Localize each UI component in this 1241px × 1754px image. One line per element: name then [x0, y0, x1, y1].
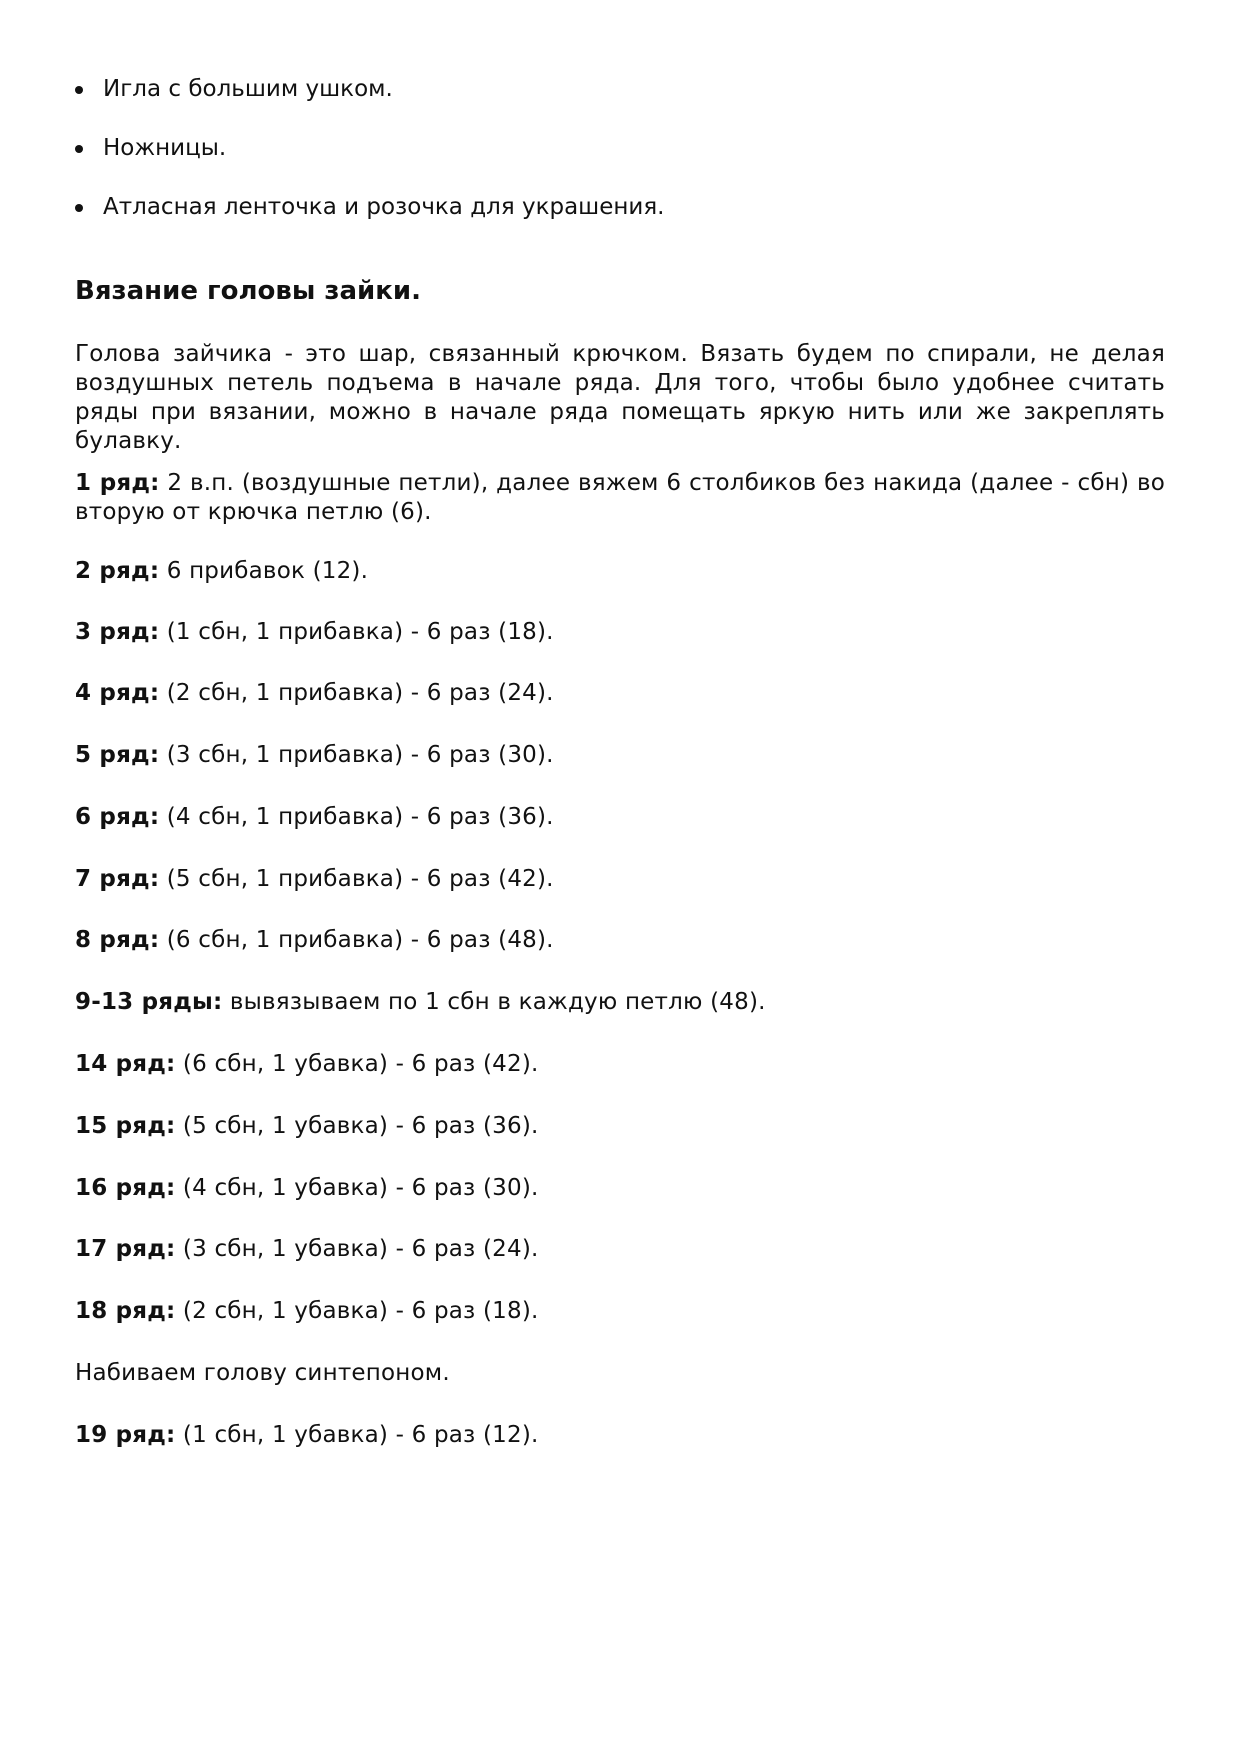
row-label: 18 ряд: — [75, 1298, 176, 1324]
row-label: 16 ряд: — [75, 1175, 176, 1201]
row-body: (3 сбн, 1 прибавка) - 6 раз (30). — [159, 742, 554, 768]
stuffing-note — [75, 1359, 1165, 1388]
row-instruction — [75, 865, 1165, 894]
row-instruction — [75, 1174, 1165, 1203]
row-instruction — [75, 1421, 1165, 1450]
row-label: 1 ряд: — [75, 470, 160, 496]
intro-paragraph: Голова зайчика - это шар, связанный крючком. Вязать будем по спирали, не делая воздушных петель подъема в начале ряда. Для того, чтобы было удобнее считать ряды при вязании, можно в начале ряда помещать яркую нить или же закреплять булавку. — [75, 341, 1165, 454]
row-instruction — [75, 926, 1165, 955]
bullet-icon — [75, 86, 83, 94]
list-item-text: Ножницы. — [103, 135, 227, 161]
row-body: (3 сбн, 1 убавка) - 6 раз (24). — [175, 1236, 539, 1262]
row-label: 14 ряд: — [75, 1051, 176, 1077]
row-body: (5 сбн, 1 убавка) - 6 раз (36). — [175, 1113, 539, 1139]
row-body: (6 сбн, 1 убавка) - 6 раз (42). — [175, 1051, 539, 1077]
row-body: (4 сбн, 1 прибавка) - 6 раз (36). — [159, 804, 554, 830]
row-instruction — [75, 1050, 1165, 1079]
row-label: 5 ряд: — [75, 742, 160, 768]
list-item-text: Атласная ленточка и розочка для украшения. — [103, 194, 665, 220]
row-label: 2 ряд: — [75, 558, 160, 584]
row-body: (2 сбн, 1 убавка) - 6 раз (18). — [175, 1298, 539, 1324]
row-instruction — [75, 618, 1165, 647]
row-label: 4 ряд: — [75, 680, 160, 706]
list-item — [75, 74, 665, 104]
row-body: вывязываем по 1 сбн в каждую петлю (48). — [222, 989, 766, 1015]
row-label: 9-13 ряды: — [75, 989, 223, 1015]
list-item-text: Игла с большим ушком. — [103, 76, 393, 102]
section-title: Вязание головы зайки. — [75, 276, 422, 306]
row-body: (6 сбн, 1 прибавка) - 6 раз (48). — [159, 927, 554, 953]
row-label: 17 ряд: — [75, 1236, 176, 1262]
materials-list — [75, 74, 665, 251]
row-label: 15 ряд: — [75, 1113, 176, 1139]
row-body: Набиваем голову синтепоном. — [75, 1360, 450, 1386]
row-instruction — [75, 557, 1165, 586]
row-label: 7 ряд: — [75, 866, 160, 892]
row-instruction — [75, 741, 1165, 770]
row-label: 8 ряд: — [75, 927, 160, 953]
row-body: 6 прибавок (12). — [159, 558, 369, 584]
row-label: 6 ряд: — [75, 804, 160, 830]
row-body: (1 сбн, 1 убавка) - 6 раз (12). — [175, 1422, 539, 1448]
list-item — [75, 192, 665, 222]
row-instruction — [75, 988, 1165, 1017]
list-item — [75, 133, 665, 163]
document-page — [75, 0, 1165, 1754]
row-instruction — [75, 679, 1165, 708]
row-body: (5 сбн, 1 прибавка) - 6 раз (42). — [159, 866, 554, 892]
row-body: 2 в.п. (воздушные петли), далее вяжем 6 столбиков без накида (далее - сбн) во вторую от крючка петлю (6). — [75, 470, 1165, 525]
bullet-icon — [75, 145, 83, 153]
row-body: (1 сбн, 1 прибавка) - 6 раз (18). — [159, 619, 554, 645]
row-label: 19 ряд: — [75, 1422, 176, 1448]
row-instruction — [75, 1235, 1165, 1264]
bullet-icon — [75, 204, 83, 212]
row-label: 3 ряд: — [75, 619, 160, 645]
row-instruction — [75, 803, 1165, 832]
row-instruction — [75, 1297, 1165, 1326]
row-body: (4 сбн, 1 убавка) - 6 раз (30). — [175, 1175, 539, 1201]
row-instruction — [75, 1112, 1165, 1141]
row-instruction — [75, 469, 1165, 527]
row-body: (2 сбн, 1 прибавка) - 6 раз (24). — [159, 680, 554, 706]
